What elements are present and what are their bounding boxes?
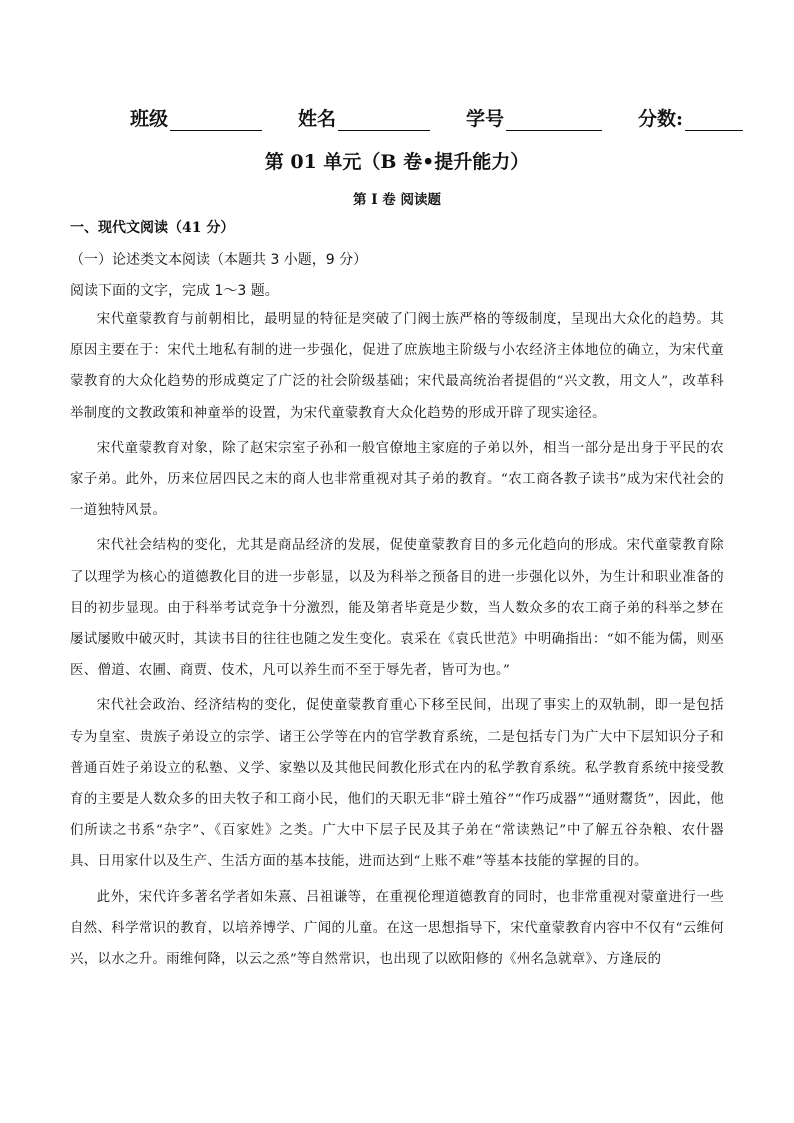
- score-blank[interactable]: [685, 110, 743, 131]
- score-field: [638, 104, 743, 131]
- section-title: 一、现代文阅读（41 分）: [70, 220, 235, 236]
- class-label: 班级: [130, 108, 169, 130]
- name-field: [298, 104, 430, 131]
- reading-passage: [70, 304, 724, 979]
- passage-paragraph: 宋代社会结构的变化，尤其是商品经济的发展，促使童蒙教育目的多元化趋向的形成。宋代童蒙教育除了以理学为核心的道德教化目的进一步彰显，以及为科举之预备目的进一步强化以外，为生计和职业准备的目的初步显现。由于科举考试竞争十分激烈，能及第者毕竟是少数，当人数众多的农工商子弟的科举之梦在屡试屡败中破灭时，其读书目的往往也随之发生变化。袁采在《袁氏世范》中明确指出：“如不能为儒，则巫医、僧道、农圃、商贾、伎术，凡可以养生而不至于辱先者，皆可为也。”: [70, 538, 724, 679]
- passage-paragraph: 宋代童蒙教育对象，除了赵宋宗室子孙和一般官僚地主家庭的子弟以外，相当一部分是出身于平民的农家子弟。此外，历来位居四民之末的商人也非常重视对其子弟的教育。“农工商各教子读书”成为宋代社会的一道独特风景。: [70, 440, 724, 519]
- unit-title: 第 01 单元（B 卷•提升能力）: [264, 151, 530, 173]
- subsection-title: （一）论述类文本阅读（本题共 3 小题，9 分）: [70, 252, 368, 268]
- student-id-field: [466, 104, 602, 131]
- name-label: 姓名: [298, 108, 337, 130]
- passage-paragraph: 宋代社会政治、经济结构的变化，促使童蒙教育重心下移至民间，出现了事实上的双轨制，即一是包括专为皇室、贵族子弟设立的宗学、诸王公学等在内的官学教育系统，二是包括专门为广大中下层知识分子和普通百姓子弟设立的私塾、义学、家塾以及其他民间教化形式在内的私学教育系统。私学教育系统中接受教育的主要是人数众多的田夫牧子和工商小民，他们的天职无非“辟土殖谷”“作巧成器”“通财鬻货”，因此，他们所读之书系“杂字”、《百家姓》之类。广大中下层子民及其子弟在“常读熟记”中了解五谷杂粮、农什器具、日用家什以及生产、生活方面的基本技能，进而达到“上账不难”等基本技能的掌握的目的。: [70, 698, 724, 870]
- reading-instruction: 阅读下面的文字，完成 1～3 题。: [70, 283, 279, 299]
- passage-paragraph: 宋代童蒙教育与前朝相比，最明显的特征是突破了门阀士族严格的等级制度，呈现出大众化的趋势。其原因主要在于：宋代土地私有制的进一步强化，促进了庶族地主阶级与小农经济主体地位的确立，为宋代童蒙教育的大众化趋势的形成奠定了广泛的社会阶级基础；宋代最高统治者提倡的“兴文教，用文人”，改革科举制度的文教政策和神童举的设置，为宋代童蒙教育大众化趋势的形成开辟了现实途径。: [70, 312, 724, 421]
- score-label: 分数:: [638, 108, 684, 130]
- class-field: [130, 104, 262, 131]
- passage-paragraph: 此外，宋代许多著名学者如朱熹、吕祖谦等，在重视伦理道德教育的同时，也非常重视对蒙童进行一些自然、科学常识的教育，以培养博学、广闻的儿童。在这一思想指导下，宋代童蒙教育内容中不仅有“云维何兴，以水之升。雨维何降，以云之烝”等自然常识，也出现了以欧阳修的《州名急就章》、方逢辰的: [70, 889, 724, 968]
- volume-title: 第 I 卷 阅读题: [353, 192, 441, 208]
- class-blank[interactable]: [170, 110, 262, 131]
- student-id-blank[interactable]: [506, 110, 602, 131]
- student-id-label: 学号: [466, 108, 505, 130]
- student-info-header: [130, 104, 730, 131]
- name-blank[interactable]: [338, 110, 430, 131]
